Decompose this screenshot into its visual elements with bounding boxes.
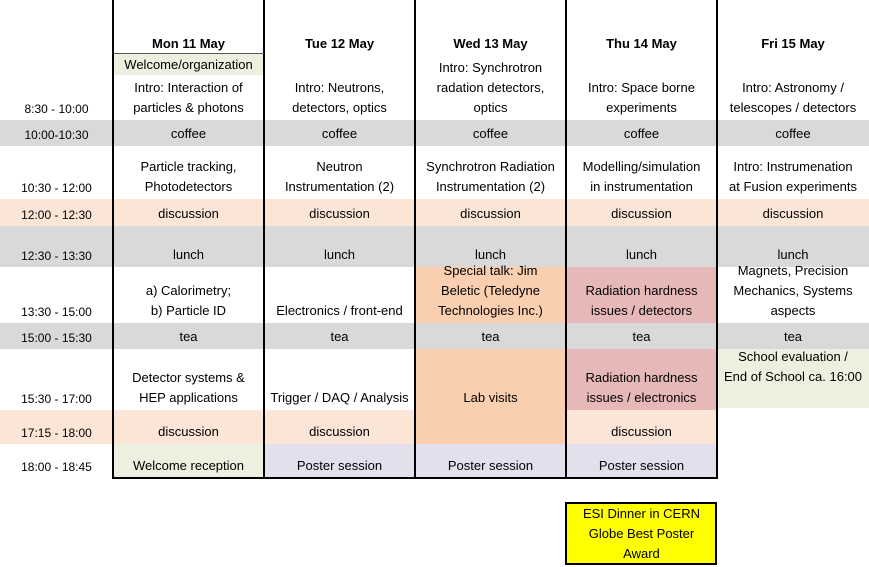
session-poster-tue: Poster session bbox=[296, 458, 383, 473]
session-intro-thu: Intro: Space borne experiments bbox=[588, 80, 695, 115]
grid-line bbox=[113, 53, 264, 54]
session-radiation-detectors: Radiation hardness issues / detectors bbox=[585, 283, 698, 318]
day-header-fri: Fri 15 May bbox=[761, 35, 825, 51]
session-lunch-wed: lunch bbox=[474, 247, 507, 262]
grid-line bbox=[716, 0, 718, 479]
session-discussion-mon-2: discussion bbox=[158, 424, 219, 439]
time-slot: 12:30 - 13:30 bbox=[21, 249, 92, 263]
session-magnets: Magnets, Precision Mechanics, Systems aspects bbox=[733, 263, 853, 318]
session-radiation-electronics: Radiation hardness issues / electronics bbox=[585, 370, 698, 405]
session-trigger: Trigger / DAQ / Analysis bbox=[270, 390, 409, 405]
time-slot: 13:30 - 15:00 bbox=[21, 305, 92, 319]
session-calorimetry: a) Calorimetry; b) Particle ID bbox=[145, 283, 232, 318]
session-poster-wed: Poster session bbox=[447, 458, 534, 473]
session-electronics: Electronics / front-end bbox=[276, 303, 403, 318]
session-tea-mon: tea bbox=[179, 329, 198, 344]
time-slot: 17:15 - 18:00 bbox=[21, 426, 92, 440]
session-fusion: Intro: Instrumenation at Fusion experiments bbox=[729, 159, 857, 194]
session-welcome-reception: Welcome reception bbox=[132, 458, 245, 473]
session-discussion-thu-1: discussion bbox=[611, 206, 672, 221]
time-slot: 8:30 - 10:00 bbox=[24, 102, 89, 116]
session-synchrotron: Synchrotron Radiation Instrumentation (2) bbox=[426, 159, 555, 194]
time-slot: 10:00-10:30 bbox=[24, 128, 89, 142]
session-esi-dinner: ESI Dinner in CERN Globe Best Poster Award bbox=[582, 506, 701, 561]
grid-line bbox=[414, 0, 416, 479]
session-discussion-mon-1: discussion bbox=[158, 206, 219, 221]
session-tea-fri: tea bbox=[783, 329, 803, 344]
session-evaluation: School evaluation / End of School ca. 16:00 bbox=[723, 349, 863, 384]
session-tea-thu: tea bbox=[632, 329, 651, 344]
session-discussion-wed-1: discussion bbox=[460, 206, 521, 221]
session-discussion-tue-1: discussion bbox=[309, 206, 370, 221]
session-coffee-thu: coffee bbox=[623, 126, 660, 141]
session-detector-systems: Detector systems & HEP applications bbox=[132, 370, 245, 405]
session-tea-wed: tea bbox=[481, 329, 500, 344]
day-header-tue: Tue 12 May bbox=[304, 35, 375, 51]
session-discussion-fri: discussion bbox=[762, 206, 824, 221]
session-tea-tue: tea bbox=[330, 329, 349, 344]
session-lunch-thu: lunch bbox=[625, 247, 658, 262]
session-lunch-mon: lunch bbox=[172, 247, 205, 262]
time-slot: 12:00 - 12:30 bbox=[21, 208, 92, 222]
session-lunch-tue: lunch bbox=[323, 247, 356, 262]
time-slot: 15:30 - 17:00 bbox=[21, 392, 92, 406]
session-special-talk: Special talk: Jim Beletic (Teledyne Technologies Inc.) bbox=[438, 263, 543, 318]
grid-line bbox=[112, 0, 114, 479]
session-intro-tue: Intro: Neutrons, detectors, optics bbox=[292, 80, 387, 115]
grid-line bbox=[565, 0, 567, 479]
session-coffee-tue: coffee bbox=[321, 126, 358, 141]
session-coffee-mon: coffee bbox=[170, 126, 207, 141]
time-slot: 10:30 - 12:00 bbox=[21, 181, 92, 195]
session-intro-wed: Intro: Synchrotron radation detectors, optics bbox=[436, 60, 545, 115]
session-intro-mon: Intro: Interaction of particles & photons bbox=[133, 80, 244, 115]
session-lunch-fri: lunch bbox=[777, 247, 809, 262]
session-welcome: Welcome/organization bbox=[124, 57, 253, 72]
time-slot: 15:00 - 15:30 bbox=[21, 331, 92, 345]
session-tracking: Particle tracking, Photodetectors bbox=[140, 159, 237, 194]
session-coffee-wed: coffee bbox=[472, 126, 509, 141]
session-neutron: Neutron Instrumentation (2) bbox=[284, 159, 395, 194]
session-poster-thu: Poster session bbox=[598, 458, 685, 473]
session-lab-visits: Lab visits bbox=[463, 390, 518, 405]
day-header-thu: Thu 14 May bbox=[606, 35, 677, 51]
session-modelling: Modelling/simulation in instrumentation bbox=[582, 159, 701, 194]
session-intro-fri: Intro: Astronomy / telescopes / detectors bbox=[729, 80, 857, 115]
session-discussion-thu-2: discussion bbox=[611, 424, 672, 439]
session-discussion-tue-2: discussion bbox=[309, 424, 370, 439]
grid-line bbox=[263, 0, 265, 479]
time-slot: 18:00 - 18:45 bbox=[21, 460, 92, 474]
session-coffee-fri: coffee bbox=[775, 126, 811, 141]
grid-line bbox=[112, 477, 718, 479]
day-header-mon: Mon 11 May bbox=[152, 35, 225, 51]
dinner-border bbox=[565, 502, 717, 565]
day-header-wed: Wed 13 May bbox=[453, 35, 528, 51]
